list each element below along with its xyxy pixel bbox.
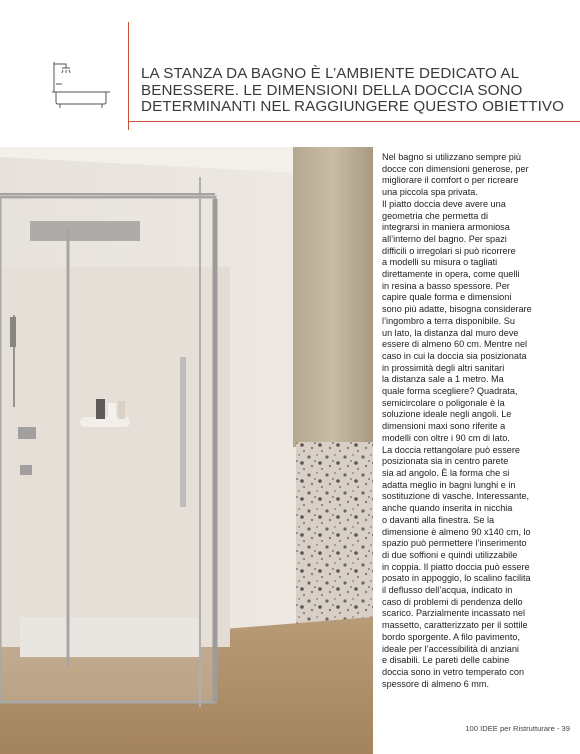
page-footer: 100 IDEE per Ristrutturare - 39: [465, 724, 570, 733]
bathtub-shower-icon: [50, 60, 112, 110]
header-accent-vertical-line: [128, 22, 129, 130]
shower-enclosure-photo: [0, 147, 373, 754]
article-body: Nel bagno si utilizzano sempre più docce con dimensioni generose, per migliorare il comfort o per ricreare una piccola spa privata. Il piatto doccia deve avere una geometria che permetta di integrarsi in maniera armoniosa all’interno del bagno. Per spazi difficili o irregolari si può ricorrere a modelli su misura o tagliati direttamente in opera, come quelli in resina a basso spessore. Per capire quale forma e dimensioni sono più adatte, bisogna considerare l’ingombro a terra disponibile. Su un lato, la distanza dal muro deve essere di almeno 60 cm. Mentre nel caso in cui la doccia sia posizionata in prossimità degli altri sanitari la distanza sale a 1 metro. Ma quale forma scegliere? Quadrata, semicircolare o poligonale è la soluzione ideale negli angoli. Le dimensioni maxi sono riferite a modelli con oltre i 90 cm di lato. La doccia rettangolare può essere posizionata sia in centro parete sia ad angolo. È la forma che si adatta meglio in bagni lunghi e in sostituzione di vasche. Interessante, anche quando inserita in nicchia o davanti alla finestra. Se la dimensione è almeno 90 x140 cm, lo spazio può permettere l’inserimento di due soffioni e quindi utilizzabile in coppia. Il piatto doccia può essere posato in appoggio, lo scalino facilita il deflusso dell’acqua, indicato in caso di problemi di pendenza dello scarico. Parzialmente incassato nel massetto, caratterizzato per il sottile bordo sporgente. A filo pavimento, ideale per l’accessibilità di anziani e disabili. Le pareti delle cabine doccia sono in vetro temperato con spessore di almeno 6 mm.: [382, 152, 532, 689]
header-accent-horizontal-line: [128, 121, 580, 122]
page-title: LA STANZA DA BAGNO È L’AMBIENTE DEDICATO AL BENESSERE. LE DIMENSIONI DELLA DOCCIA SONO DETERMINANTI NEL RAGGIUNGERE QUESTO OBIETTIVO: [141, 65, 565, 116]
